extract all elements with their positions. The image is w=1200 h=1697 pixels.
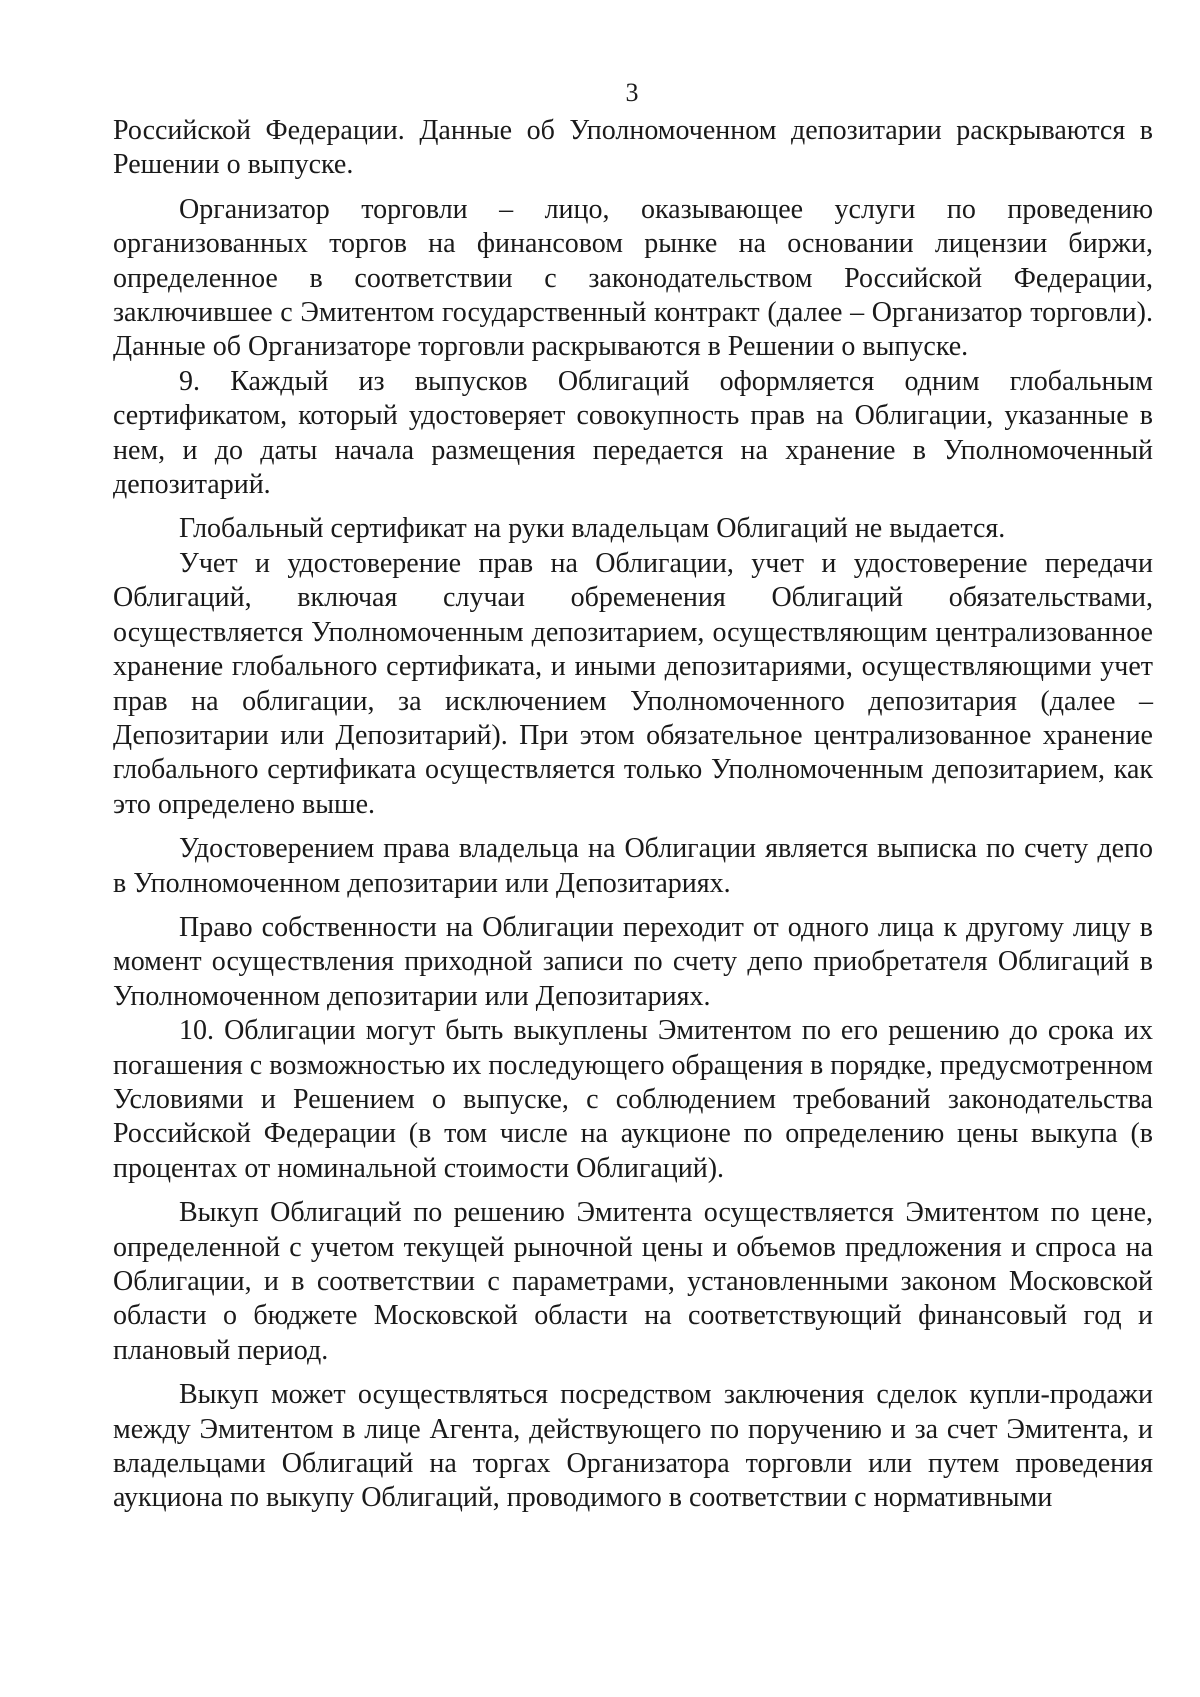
paragraph-buyback-price: Выкуп Облигаций по решению Эмитента осуществляется Эмитентом по цене, определенной с учетом текущей рыночной цены и объемов предложения и спроса на Облигации, и в соответствии с параметрами, установленными законом Московской области о бюджете Московской области на соответствующий финансовый год и плановый период.	[113, 1197, 1153, 1366]
paragraph-buyback-method: Выкуп может осуществляться посредством заключения сделок купли-продажи между Эмитентом в лице Агента, действующего по поручению и за счет Эмитента, и владельцами Облигаций на торгах Организатора торговли или путем проведения аукциона по выкупу Облигаций, проводимого в соответствии с нормативными	[113, 1379, 1153, 1514]
paragraph-rights-accounting: Учет и удостоверение прав на Облигации, учет и удостоверение передачи Облигаций, включая случаи обременения Облигаций обязательствами, осуществляется Уполномоченным депозитарием, осуществляющим централизованное хранение глобального сертификата, и иными депозитариями, осуществляющими учет прав на облигации, за исключением Уполномоченного депозитария (далее – Депозитарии или Депозитарий). При этом обязательное централизованное хранение глобального сертификата осуществляется только Уполномоченным депозитарием, как это определено выше.	[113, 547, 1153, 820]
paragraph-item-9: 9. Каждый из выпусков Облигаций оформляется одним глобальным сертификатом, который удостоверяет совокупность прав на Облигации, указанные в нем, и до даты начала размещения передается на хранение в Уполномоченный депозитарий.	[113, 365, 1153, 501]
paragraph-ownership-proof: Удостоверением права владельца на Облигации является выписка по счету депо в Уполномоченном депозитарии или Депозитариях.	[113, 833, 1153, 899]
document-body	[113, 114, 1153, 1516]
page-number: 3	[625, 78, 639, 107]
paragraph-trade-organizer: Организатор торговли – лицо, оказывающее услуги по проведению организованных торгов на финансовом рынке на основании лицензии биржи, определенное в соответствии с законодательством Российской Федерации, заключившее с Эмитентом государственный контракт (далее – Организатор торговли). Данные об Организаторе торговли раскрываются в Решении о выпуске.	[113, 193, 1153, 363]
paragraph-continuation: Российской Федерации. Данные об Уполномоченном депозитарии раскрываются в Решении о выпуске.	[113, 115, 1153, 181]
paragraph-ownership-transfer: Право собственности на Облигации переходит от одного лица к другому лицу в момент осуществления приходной записи по счету депо приобретателя Облигаций в Уполномоченном депозитарии или Депозитариях.	[113, 911, 1153, 1012]
paragraph-global-certificate: Глобальный сертификат на руки владельцам Облигаций не выдается.	[179, 513, 1006, 545]
paragraph-item-10: 10. Облигации могут быть выкуплены Эмитентом по его решению до срока их погашения с возможностью их последующего обращения в порядке, предусмотренном Условиями и Решением о выпуске, с соблюдением требований законодательства Российской Федерации (в том числе на аукционе по определению цены выкупа (в процентах от номинальной стоимости Облигаций).	[113, 1015, 1153, 1184]
